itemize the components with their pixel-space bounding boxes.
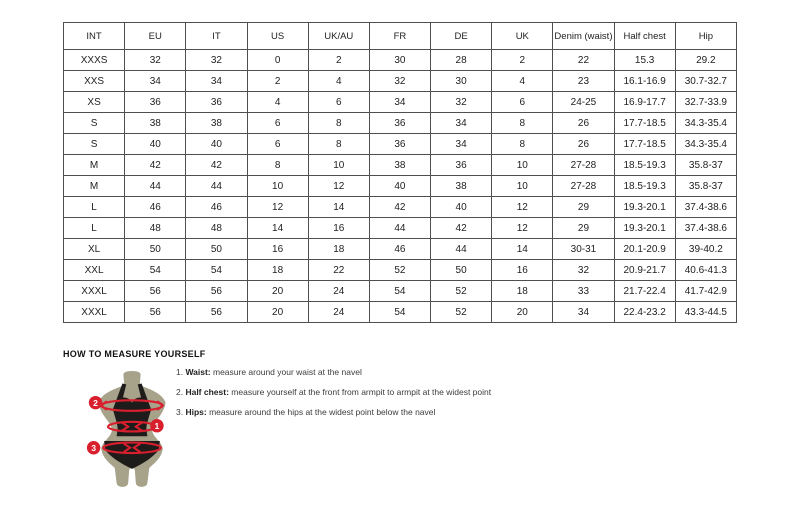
svg-text:3: 3 [91, 443, 97, 454]
table-row [64, 239, 737, 260]
size-cell: 46 [369, 239, 430, 260]
size-cell: 48 [125, 218, 186, 239]
size-cell: 18 [492, 281, 553, 302]
step-text: measure around the hips at the widest point below the navel [206, 406, 436, 417]
size-cell: 2 [247, 71, 308, 92]
badge-waist [150, 419, 163, 432]
size-cell: 8 [247, 155, 308, 176]
size-cell: 8 [492, 113, 553, 134]
step-number: 2. [176, 386, 186, 397]
column-header: INT [64, 23, 125, 50]
table-header-row [64, 23, 737, 50]
size-cell: 27-28 [553, 155, 614, 176]
column-header: IT [186, 23, 247, 50]
size-cell: 48 [186, 218, 247, 239]
size-cell: 20.9-21.7 [614, 260, 675, 281]
size-cell: 32 [125, 50, 186, 71]
size-cell: 20.1-20.9 [614, 239, 675, 260]
size-cell: 18.5-19.3 [614, 155, 675, 176]
column-header: Denim (waist) [553, 23, 614, 50]
size-cell: 40 [125, 134, 186, 155]
size-cell: 42 [369, 197, 430, 218]
size-cell: 32 [553, 260, 614, 281]
size-cell: 34 [553, 302, 614, 323]
size-cell: 23 [553, 71, 614, 92]
size-cell: 42 [431, 218, 492, 239]
table-row [64, 50, 737, 71]
step-text: measure around your waist at the navel [210, 367, 362, 377]
size-cell: 44 [186, 176, 247, 197]
table-row [64, 260, 737, 281]
size-cell: 44 [125, 176, 186, 197]
size-cell: 16 [492, 260, 553, 281]
size-cell: 18 [308, 239, 369, 260]
size-cell: 22 [553, 50, 614, 71]
badge-hips [87, 441, 100, 454]
table-row [64, 197, 737, 218]
size-cell: 40.6-41.3 [675, 260, 736, 281]
size-cell: 10 [247, 176, 308, 197]
size-cell: 29 [553, 218, 614, 239]
size-cell: S [64, 134, 125, 155]
size-cell: 2 [308, 50, 369, 71]
column-header: FR [369, 23, 430, 50]
size-cell: 20 [247, 302, 308, 323]
size-cell: 35.8-37 [675, 155, 736, 176]
size-cell: 30 [369, 50, 430, 71]
size-cell: 17.7-18.5 [614, 134, 675, 155]
column-header: UK [492, 23, 553, 50]
size-cell: 52 [431, 302, 492, 323]
step-label: Waist: [185, 367, 211, 377]
size-cell: 14 [247, 218, 308, 239]
column-header: UK/AU [308, 23, 369, 50]
size-cell: 8 [308, 113, 369, 134]
size-cell: 42 [186, 155, 247, 176]
size-cell: 50 [186, 239, 247, 260]
size-cell: 18 [247, 260, 308, 281]
size-cell: 16 [247, 239, 308, 260]
size-cell: 15.3 [614, 50, 675, 71]
size-cell: 20 [492, 302, 553, 323]
size-cell: 12 [247, 197, 308, 218]
size-cell: 36 [186, 92, 247, 113]
size-cell: 32 [186, 50, 247, 71]
size-cell: 34 [431, 113, 492, 134]
size-cell: M [64, 155, 125, 176]
size-cell: 27-28 [553, 176, 614, 197]
measure-heading: HOW TO MEASURE YOURSELF [63, 349, 206, 359]
size-cell: 10 [492, 176, 553, 197]
size-cell: 10 [492, 155, 553, 176]
size-cell: 36 [431, 155, 492, 176]
size-cell: 41.7-42.9 [675, 281, 736, 302]
size-cell: 34 [369, 92, 430, 113]
size-cell: 36 [369, 134, 430, 155]
size-cell: 8 [308, 134, 369, 155]
size-cell: 29 [553, 197, 614, 218]
size-cell: 35.8-37 [675, 176, 736, 197]
size-cell: 33 [553, 281, 614, 302]
size-cell: 17.7-18.5 [614, 113, 675, 134]
size-cell: 32 [369, 71, 430, 92]
size-cell: 16 [308, 218, 369, 239]
size-cell: 37.4-38.6 [675, 218, 736, 239]
size-cell: 38 [369, 155, 430, 176]
table-row [64, 302, 737, 323]
size-cell: 36 [369, 113, 430, 134]
size-cell: 56 [125, 281, 186, 302]
table-row [64, 155, 737, 176]
size-cell: 50 [431, 260, 492, 281]
size-cell: M [64, 176, 125, 197]
size-cell: 42 [125, 155, 186, 176]
column-header: Half chest [614, 23, 675, 50]
step-number: 1. [176, 367, 186, 377]
measure-step [176, 408, 596, 417]
table-body [64, 50, 737, 323]
size-cell: 38 [125, 113, 186, 134]
size-cell: 29.2 [675, 50, 736, 71]
table-row [64, 71, 737, 92]
size-cell: 14 [308, 197, 369, 218]
size-cell: 34.3-35.4 [675, 113, 736, 134]
size-cell: 56 [125, 302, 186, 323]
table-row [64, 176, 737, 197]
size-cell: 54 [125, 260, 186, 281]
size-cell: XXXL [64, 281, 125, 302]
size-cell: 34 [186, 71, 247, 92]
svg-text:1: 1 [154, 420, 160, 431]
size-cell: 26 [553, 113, 614, 134]
size-cell: XXS [64, 71, 125, 92]
size-cell: 56 [186, 281, 247, 302]
size-cell: 6 [247, 134, 308, 155]
table-row [64, 92, 737, 113]
step-text: measure yourself at the front from armpit to armpit at the widest point [228, 386, 492, 397]
size-cell: XS [64, 92, 125, 113]
size-cell: 34 [125, 71, 186, 92]
size-cell: 24 [308, 281, 369, 302]
size-cell: 21.7-22.4 [614, 281, 675, 302]
size-cell: XXXL [64, 302, 125, 323]
size-cell: 30 [431, 71, 492, 92]
size-cell: 54 [369, 281, 430, 302]
size-cell: 16.1-16.9 [614, 71, 675, 92]
table-row [64, 134, 737, 155]
size-cell: 22.4-23.2 [614, 302, 675, 323]
measure-instructions [176, 368, 596, 428]
size-cell: 44 [369, 218, 430, 239]
size-cell: 46 [186, 197, 247, 218]
size-cell: 6 [247, 113, 308, 134]
column-header: DE [431, 23, 492, 50]
size-cell: 38 [186, 113, 247, 134]
size-cell: 36 [125, 92, 186, 113]
step-label: Hips: [185, 406, 207, 417]
column-header: EU [125, 23, 186, 50]
table-row [64, 281, 737, 302]
size-cell: 50 [125, 239, 186, 260]
size-cell: XXL [64, 260, 125, 281]
size-cell: 19.3-20.1 [614, 218, 675, 239]
measure-step [176, 368, 596, 377]
step-number: 3. [176, 406, 186, 417]
column-header: US [247, 23, 308, 50]
size-cell: XL [64, 239, 125, 260]
size-cell: 10 [308, 155, 369, 176]
size-cell: 4 [492, 71, 553, 92]
size-cell: 19.3-20.1 [614, 197, 675, 218]
size-cell: 34.3-35.4 [675, 134, 736, 155]
size-cell: 56 [186, 302, 247, 323]
size-cell: 54 [369, 302, 430, 323]
size-cell: 32.7-33.9 [675, 92, 736, 113]
size-cell: 34 [431, 134, 492, 155]
size-cell: 6 [308, 92, 369, 113]
size-cell: 40 [186, 134, 247, 155]
size-cell: 40 [369, 176, 430, 197]
size-cell: 38 [431, 176, 492, 197]
size-cell: 24 [308, 302, 369, 323]
size-cell: 43.3-44.5 [675, 302, 736, 323]
size-cell: S [64, 113, 125, 134]
size-cell: 4 [247, 92, 308, 113]
size-cell: 24-25 [553, 92, 614, 113]
size-cell: 39-40.2 [675, 239, 736, 260]
table-row [64, 113, 737, 134]
size-cell: L [64, 218, 125, 239]
size-cell: 22 [308, 260, 369, 281]
size-cell: 4 [308, 71, 369, 92]
size-cell: 37.4-38.6 [675, 197, 736, 218]
measure-step [176, 388, 596, 397]
size-cell: 30.7-32.7 [675, 71, 736, 92]
size-cell: 12 [492, 218, 553, 239]
step-label: Half chest: [185, 386, 229, 397]
size-cell: 14 [492, 239, 553, 260]
size-cell: 46 [125, 197, 186, 218]
size-cell: 40 [431, 197, 492, 218]
size-cell: 30-31 [553, 239, 614, 260]
size-cell: 12 [492, 197, 553, 218]
size-cell: XXXS [64, 50, 125, 71]
size-cell: 6 [492, 92, 553, 113]
mannequin-figure [84, 371, 180, 490]
size-chart-table [63, 22, 737, 323]
size-cell: 32 [431, 92, 492, 113]
size-cell: 0 [247, 50, 308, 71]
size-cell: 20 [247, 281, 308, 302]
size-cell: 18.5-19.3 [614, 176, 675, 197]
column-header: Hip [675, 23, 736, 50]
size-cell: 8 [492, 134, 553, 155]
size-cell: 16.9-17.7 [614, 92, 675, 113]
size-cell: 28 [431, 50, 492, 71]
table-row [64, 218, 737, 239]
size-cell: 54 [186, 260, 247, 281]
badge-half-chest [89, 396, 102, 409]
size-cell: L [64, 197, 125, 218]
size-cell: 44 [431, 239, 492, 260]
size-cell: 26 [553, 134, 614, 155]
svg-text:2: 2 [93, 397, 98, 408]
size-cell: 52 [369, 260, 430, 281]
size-cell: 2 [492, 50, 553, 71]
size-cell: 12 [308, 176, 369, 197]
size-cell: 52 [431, 281, 492, 302]
